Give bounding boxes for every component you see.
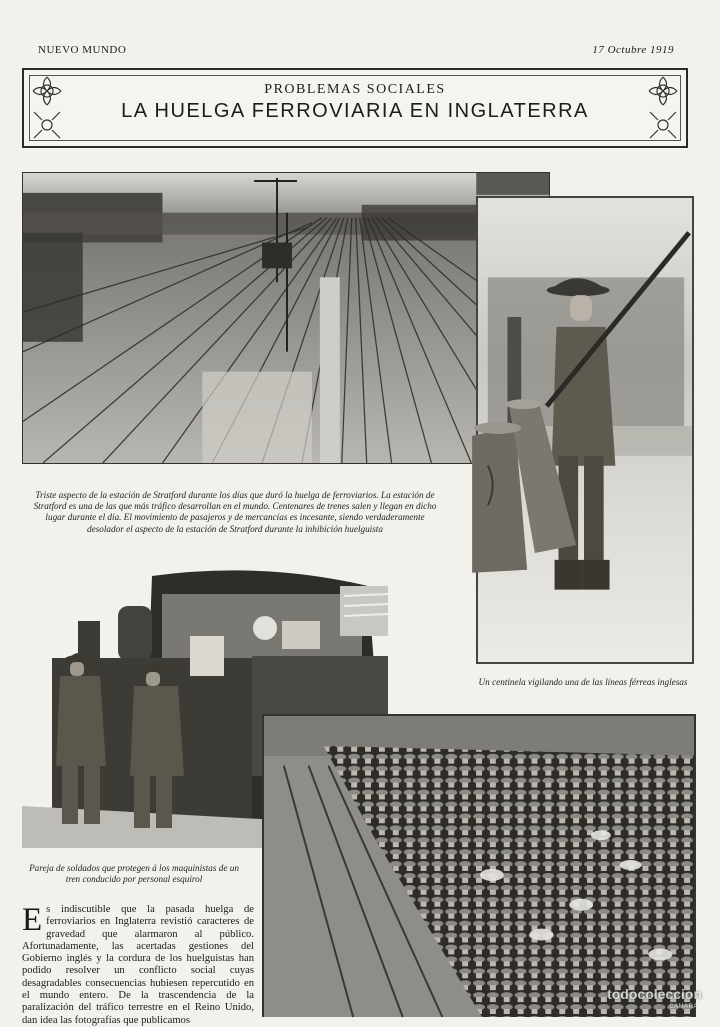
photo-crowd xyxy=(262,714,696,1017)
issue-date: 17 Octubre 1919 xyxy=(592,44,674,56)
article-dropcap: E xyxy=(22,902,43,938)
article-headline: LA HUELGA FERROVIARIA EN INGLATERRA xyxy=(121,100,589,122)
photo-sentinel xyxy=(476,196,694,664)
caption-sentinel: Un centinela vigilando una de las líneas férreas inglesas xyxy=(478,677,688,687)
title-banner xyxy=(22,68,688,148)
caption-stratford: Triste aspecto de la estación de Stratford durante los días que duró la huelga de ferroviarios. La estación de Stratford es una de las que más tráfico desarrollan en el mundo. Centenares de trenes salen y llegan en dicho lugar durante el día. El movimiento de pasajeros y de mercancías es incesante, siendo verdaderamente desolador el aspecto de la estación de Stratford durante la inhibición huelguista xyxy=(33,490,437,534)
article-body xyxy=(22,902,254,1026)
section-kicker: PROBLEMAS SOCIALES xyxy=(264,82,446,97)
photo-stratford-station xyxy=(22,172,550,464)
publication-name: NUEVO MUNDO xyxy=(38,44,127,56)
photo-credit: CAMARA xyxy=(669,1004,698,1010)
caption-soldiers: Pareja de soldados que protegen á los maquinistas de un tren conducido por personal esquirol xyxy=(29,863,239,885)
article-text: s indiscutible que la pasada huelga de ferroviarios en Inglaterra revistió caracteres de gravedad que alarmaron al público. Afortunadamente, las acertadas gestiones del Gobierno inglés y la cordura de los huelguistas han podido resolver un conflicto social cuyas desagradables consecuencias hubiesen repercutido en el mundo entero. De la trascendencia de la paralización del tráfico terrestre en el Reino Unido, dan idea las fotografías que publicamos xyxy=(22,904,254,1026)
watermark-logo: todocoleccion xyxy=(607,986,702,1002)
